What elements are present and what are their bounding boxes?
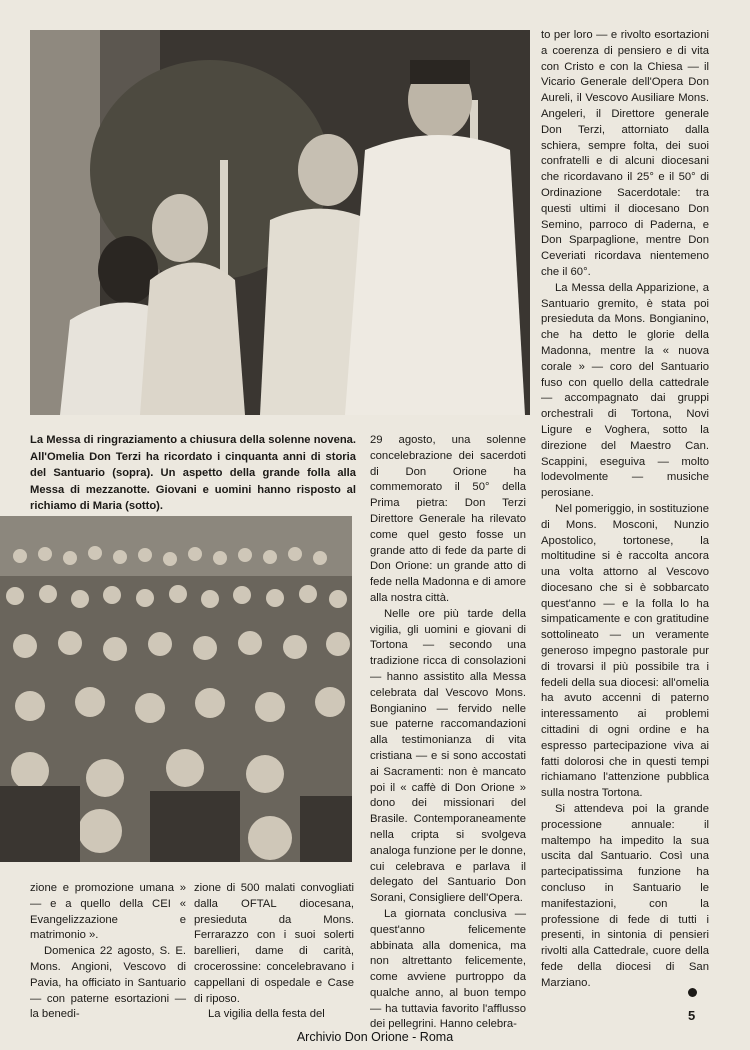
paragraph: Domenica 22 agosto, S. E. Mons. Angioni, Vescovo di Pavia, ha officiato in Santuario — con paterne esortazioni — la benedi- [30, 945, 186, 1021]
photo-ceremony [30, 30, 530, 415]
paragraph: to per loro — e rivolto esortazioni a coerenza di pensiero e di vita con Cristo e con la Chiesa — il Vicario Generale dell'Opera Don Aureli, il Vescovo Ausiliare Mons. Angeleri, il Direttore generale Don Terzi, attorniato dalla schiera, sempre folta, dei suoi confratelli e di alcuni diocesani che ricordavano il 25° e il 50° di Ordinazione Sacerdotale: tra questi ultimi il diocesano Don Semino, parroco di Paderna, e Don Sparpaglione, mentre Don Ceveriati ricordava nientemeno che il 60°. [541, 29, 709, 278]
paragraph: La giornata conclusiva — quest'anno felicemente abbinata alla domenica, ma non altrettanto felicemente, come avviene purtroppo da qualche anno, al buon tempo — ha tuttavia favorito l'afflusso dei pellegrini. Hanno celebra- [370, 907, 526, 1031]
photo-ceremony-priests-icon [30, 30, 530, 415]
paragraph: 29 agosto, una solenne concelebrazione dei sacerdoti di Don Orione ha commemorato il 50° della Prima pietra: Don Terzi Direttore Generale ha rilevato come quel gesto fosse un grande atto di fede da parte di Don Orione: un grande atto di fede nella Madonna e di amore alla nostra città. [370, 434, 526, 604]
paragraph: Nel pomeriggio, in sostituzione di Mons. Mosconi, Nunzio Apostolico, tortonese, la moltitudine si è raccolta ancora una volta attorno al Vescovo diocesano che si è sobbarcato quest'anno — e la folla lo ha simpaticamente e con gratitudine sottolineato — un veramente generoso impegno pastorale pur di trovarsi il più possibile tra i fedeli della sua diocesi: all'omelia ha avuto accenni di paterno interessamento ai problemi cittadini di ogni ordine e ha espresso partecipazione viva ai fatti dolorosi che in questi tempi richiamano l'attenzione pubblica sulla nostra Tortona. [541, 502, 709, 800]
paragraph: La Messa della Apparizione, a Santuario gremito, è stata poi presieduta da Mons. Bongianino, che ha detto le glorie della Madonna, mentre la « nuova corale » — coro del Santuario fuso con quello della cattedrale — accompagnato dai gruppi orchestrali di Tortona, Novi Ligure e Voghera, sotto la direzione del Maestro Can. Scappini, eseguiva — molto lodevolmente — musiche perosiane. [541, 281, 709, 500]
paragraph: La vigilia della festa del [208, 1008, 325, 1021]
paragraph: Nelle ore più tarde della vigilia, gli uomini e giovani di Tortona — secondo una tradizione ricca di consolazioni — hanno assistito alla Messa celebrata dal Vescovo Mons. Bongianino — fervido nelle sue paterne raccomandazioni alla testimonianza di vita cristiana — e si sono accostati ai Sacramenti: non è mancato poi il « caffè di Don Orione » dono dei missionari del Brasile. Contemporaneamente nella cripta si svolgeva analoga funzione per le donne, cui celebrava e parlava il delegato del Santuario Don Sorani, Consigliere dell'Opera. [370, 607, 526, 905]
text-column-1 [30, 881, 186, 1023]
text-column-2 [194, 881, 354, 1023]
end-bullet-icon [688, 988, 697, 997]
text-column-3 [370, 433, 526, 1033]
page-number: 5 [688, 1008, 696, 1023]
text-column-4 [541, 28, 709, 992]
archive-footer: Archivio Don Orione - Roma [296, 1030, 454, 1044]
paragraph: Si attendeva poi la grande processione annuale: il maltempo ha impedito la sua uscita dal Santuario. Così una partecipatissima funzione ha concluso in Santuario le manifestazioni, con la professione di fede di tutti i presenti, in sintonia di pensieri rivolti alla Cattedrale, cuore della fede della diocesi di San Marziano. [541, 803, 709, 989]
photo-caption: La Messa di ringraziamento a chiusura della solenne novena. All'Omelia Don Terzi ha ricordato i cinquanta anni di storia del Santuario (sopra). Un aspetto della grande folla alla Messa di mezzanotte. Giovani e uomini hanno risposto al richiamo di Maria (sotto). [30, 434, 356, 512]
paragraph: zione e promozione umana » — e a quello della CEI « Evangelizzazione e matrimonio ». [30, 882, 186, 942]
photo-crowd-seated-icon [0, 516, 352, 862]
paragraph: zione di 500 malati convogliati dalla OFTAL diocesana, presieduta da Mons. Ferrarazzo con i suoi solerti barellieri, dame di carità, crocerossine: concelebravano i cappellani di ospedale e Case di riposo. [194, 882, 354, 1005]
photo-crowd [0, 516, 352, 862]
